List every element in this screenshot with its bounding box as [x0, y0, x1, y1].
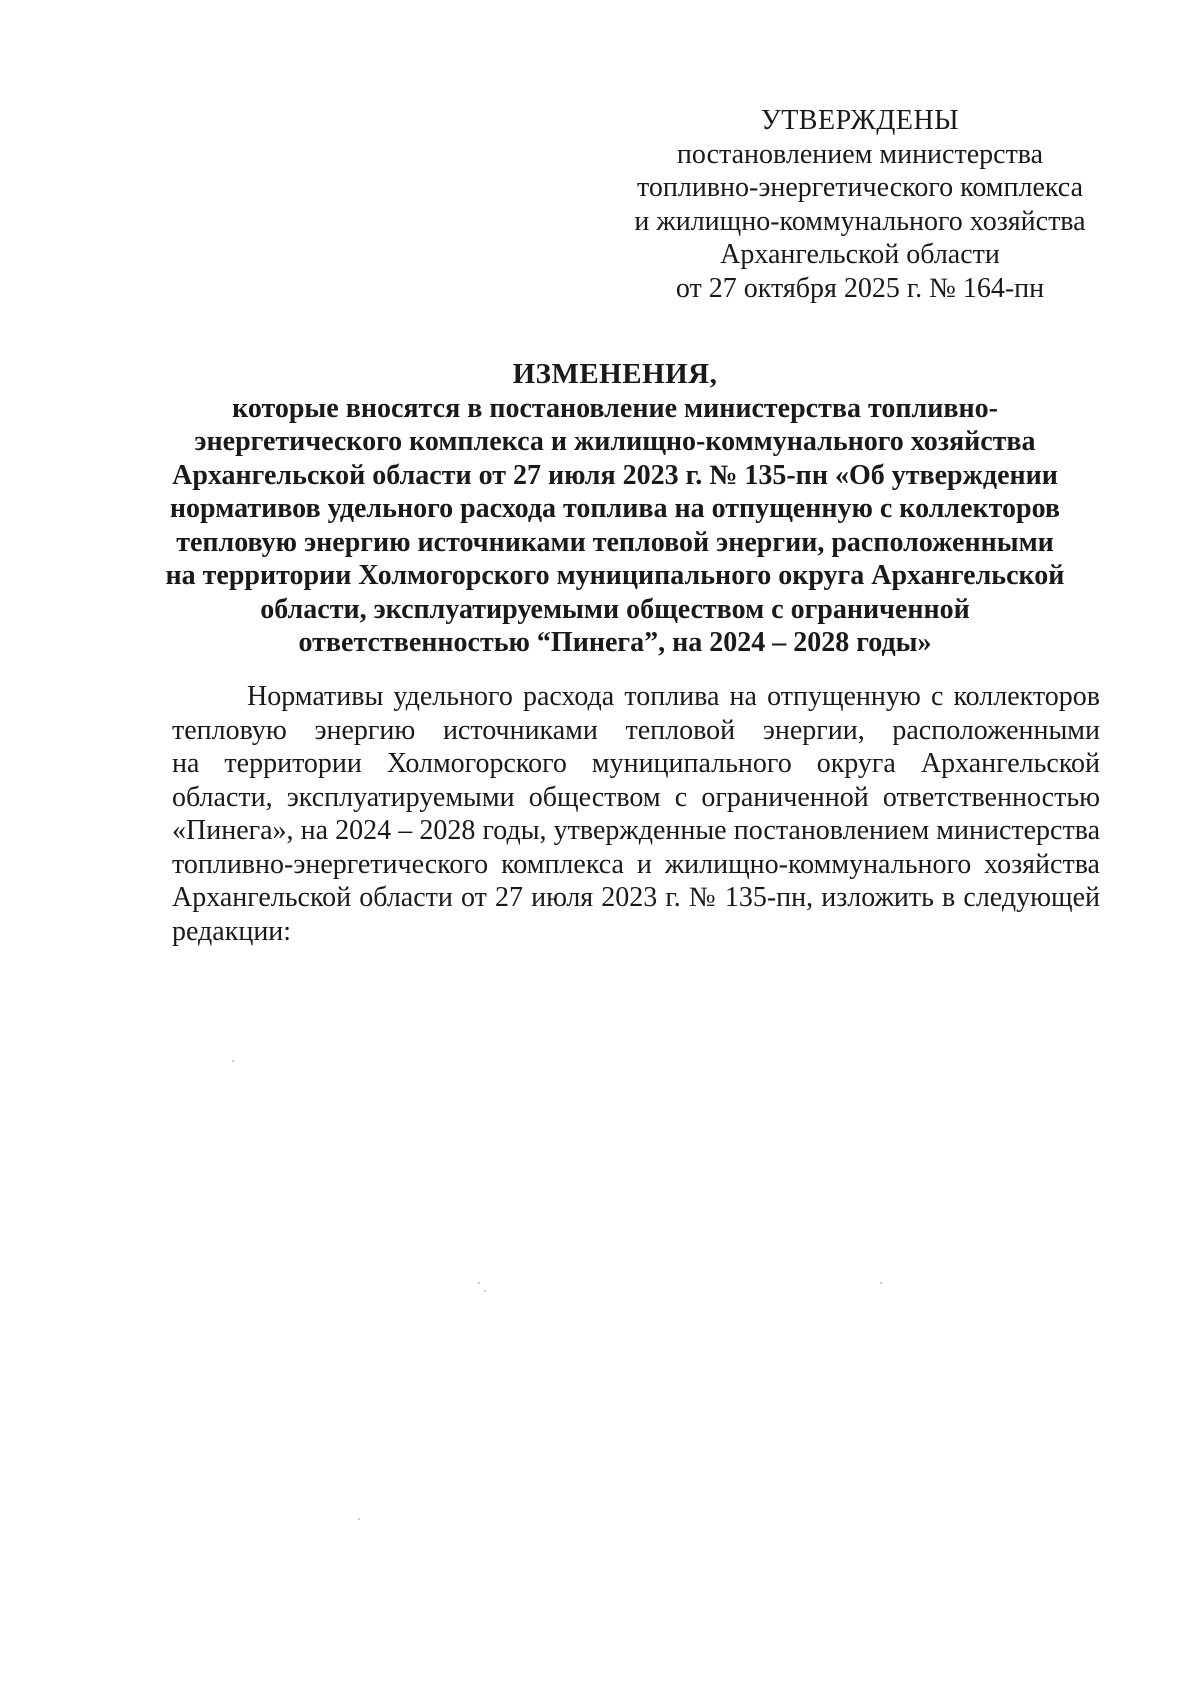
approval-line: от 27 октября 2025 г. № 164-пн	[675, 272, 1045, 304]
approval-line: постановлением министерства	[676, 138, 1044, 170]
body-line: «Пинега», на 2024 – 2028 годы, утвержденные постановлением министерства	[172, 815, 1100, 846]
body-line: на территории Холмогорского муниципального округа Архангельской	[172, 748, 1100, 779]
body-line: Архангельской области от 27 июля 2023 г. № 135-пн, изложить в следующей	[172, 882, 1100, 913]
approval-line: топливно-энергетического комплекса	[637, 172, 1083, 203]
heading-title: ИЗМЕНЕНИЯ,	[512, 358, 718, 390]
approval-stamp	[600, 104, 1120, 305]
heading-line: тепловую энергию источниками тепловой энергии, расположенными	[176, 526, 1054, 558]
heading-line: нормативов удельного расхода топлива на отпущенную с коллекторов	[169, 493, 1061, 524]
heading-line: области, эксплуатируемыми обществом с ограниченной	[260, 593, 970, 625]
body-line: тепловую энергию источниками тепловой энергии, расположенными	[172, 714, 1100, 746]
scan-speck	[358, 1518, 360, 1520]
approval-line: и жилищно-коммунального хозяйства	[634, 205, 1086, 237]
scan-speck	[232, 1060, 234, 1062]
body-paragraph	[172, 680, 1100, 948]
approval-title: УТВЕРЖДЕНЫ	[760, 105, 960, 136]
document-heading	[160, 358, 1070, 660]
scan-speck	[484, 1290, 486, 1292]
approval-line: Архангельской области	[720, 239, 1000, 270]
body-line: области, эксплуатируемыми обществом с ограниченной ответственностью	[172, 781, 1100, 813]
heading-line: которые вносятся в постановление министерства топливно-	[232, 392, 998, 424]
heading-line: на территории Холмогорского муниципального округа Архангельской	[165, 560, 1065, 591]
heading-line: энергетического комплекса и жилищно-коммунального хозяйства	[194, 426, 1036, 457]
scan-speck	[880, 1282, 882, 1284]
heading-line: ответственностью “Пинега”, на 2024 – 2028 годы»	[298, 627, 932, 658]
scan-speck	[478, 1282, 480, 1284]
body-line: Нормативы удельного расхода топлива на отпущенную с коллекторов	[247, 681, 1100, 712]
body-line: топливно-энергетического комплекса и жилищно-коммунального хозяйства	[172, 848, 1100, 880]
body-line: редакции:	[172, 915, 292, 947]
heading-line: Архангельской области от 27 июля 2023 г. № 135-пн «Об утверждении	[172, 459, 1058, 491]
